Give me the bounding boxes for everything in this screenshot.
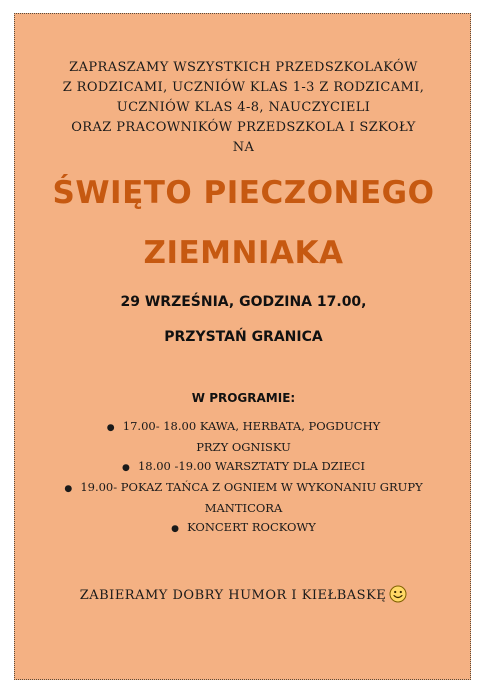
invitation-line: NA [232,140,255,155]
event-date-time: 29 WRZEŚNIA, GODZINA 17.00, [120,294,367,310]
program-item-text: 19.00- POKAZ TAŃCA Z OGNIEM W WYKONANIU GRUPY [80,480,423,494]
bullet-icon: ● [171,524,179,534]
program-list [0,417,487,539]
closing-line [0,585,487,607]
event-title-line-2: ZIEMNIAKA [143,235,344,271]
invitation-text [0,58,487,158]
program-item-text: 18.00 -19.00 WARSZTATY DLA DZIECI [137,459,366,473]
program-item-continuation: MANTICORA [204,501,283,515]
bullet-icon: ● [64,484,73,494]
program-item [0,478,487,499]
program-item [0,457,487,478]
program-item-text: 17.00- 18.00 KAWA, HERBATA, POGDUCHY [122,419,381,433]
bullet-icon: ● [121,463,130,473]
invitation-line: ZAPRASZAMY WSZYSTKICH PRZEDSZKOLAKÓW [69,60,418,75]
bullet-icon: ● [106,423,115,433]
invitation-line: Z RODZICAMI, UCZNIÓW KLAS 1-3 Z RODZICAMI, [62,80,425,95]
event-title-line-1: ŚWIĘTO PIECZONEGO [52,175,435,211]
invitation-line: UCZNIÓW KLAS 4-8, NAUCZYCIELI [116,100,371,115]
event-location: PRZYSTAŃ GRANICA [164,329,323,345]
closing-text: ZABIERAMY DOBRY HUMOR I KIEŁBASKĘ [79,588,387,603]
smiley-face-icon [389,585,407,607]
program-item-continuation: PRZY OGNISKU [196,440,291,454]
program-heading: W PROGRAMIE: [191,391,296,405]
program-item-text: KONCERT ROCKOWY [187,520,316,534]
program-item [0,518,487,539]
invitation-line: ORAZ PRACOWNIKÓW PRZEDSZKOLA I SZKOŁY [71,120,416,135]
program-item [0,417,487,438]
